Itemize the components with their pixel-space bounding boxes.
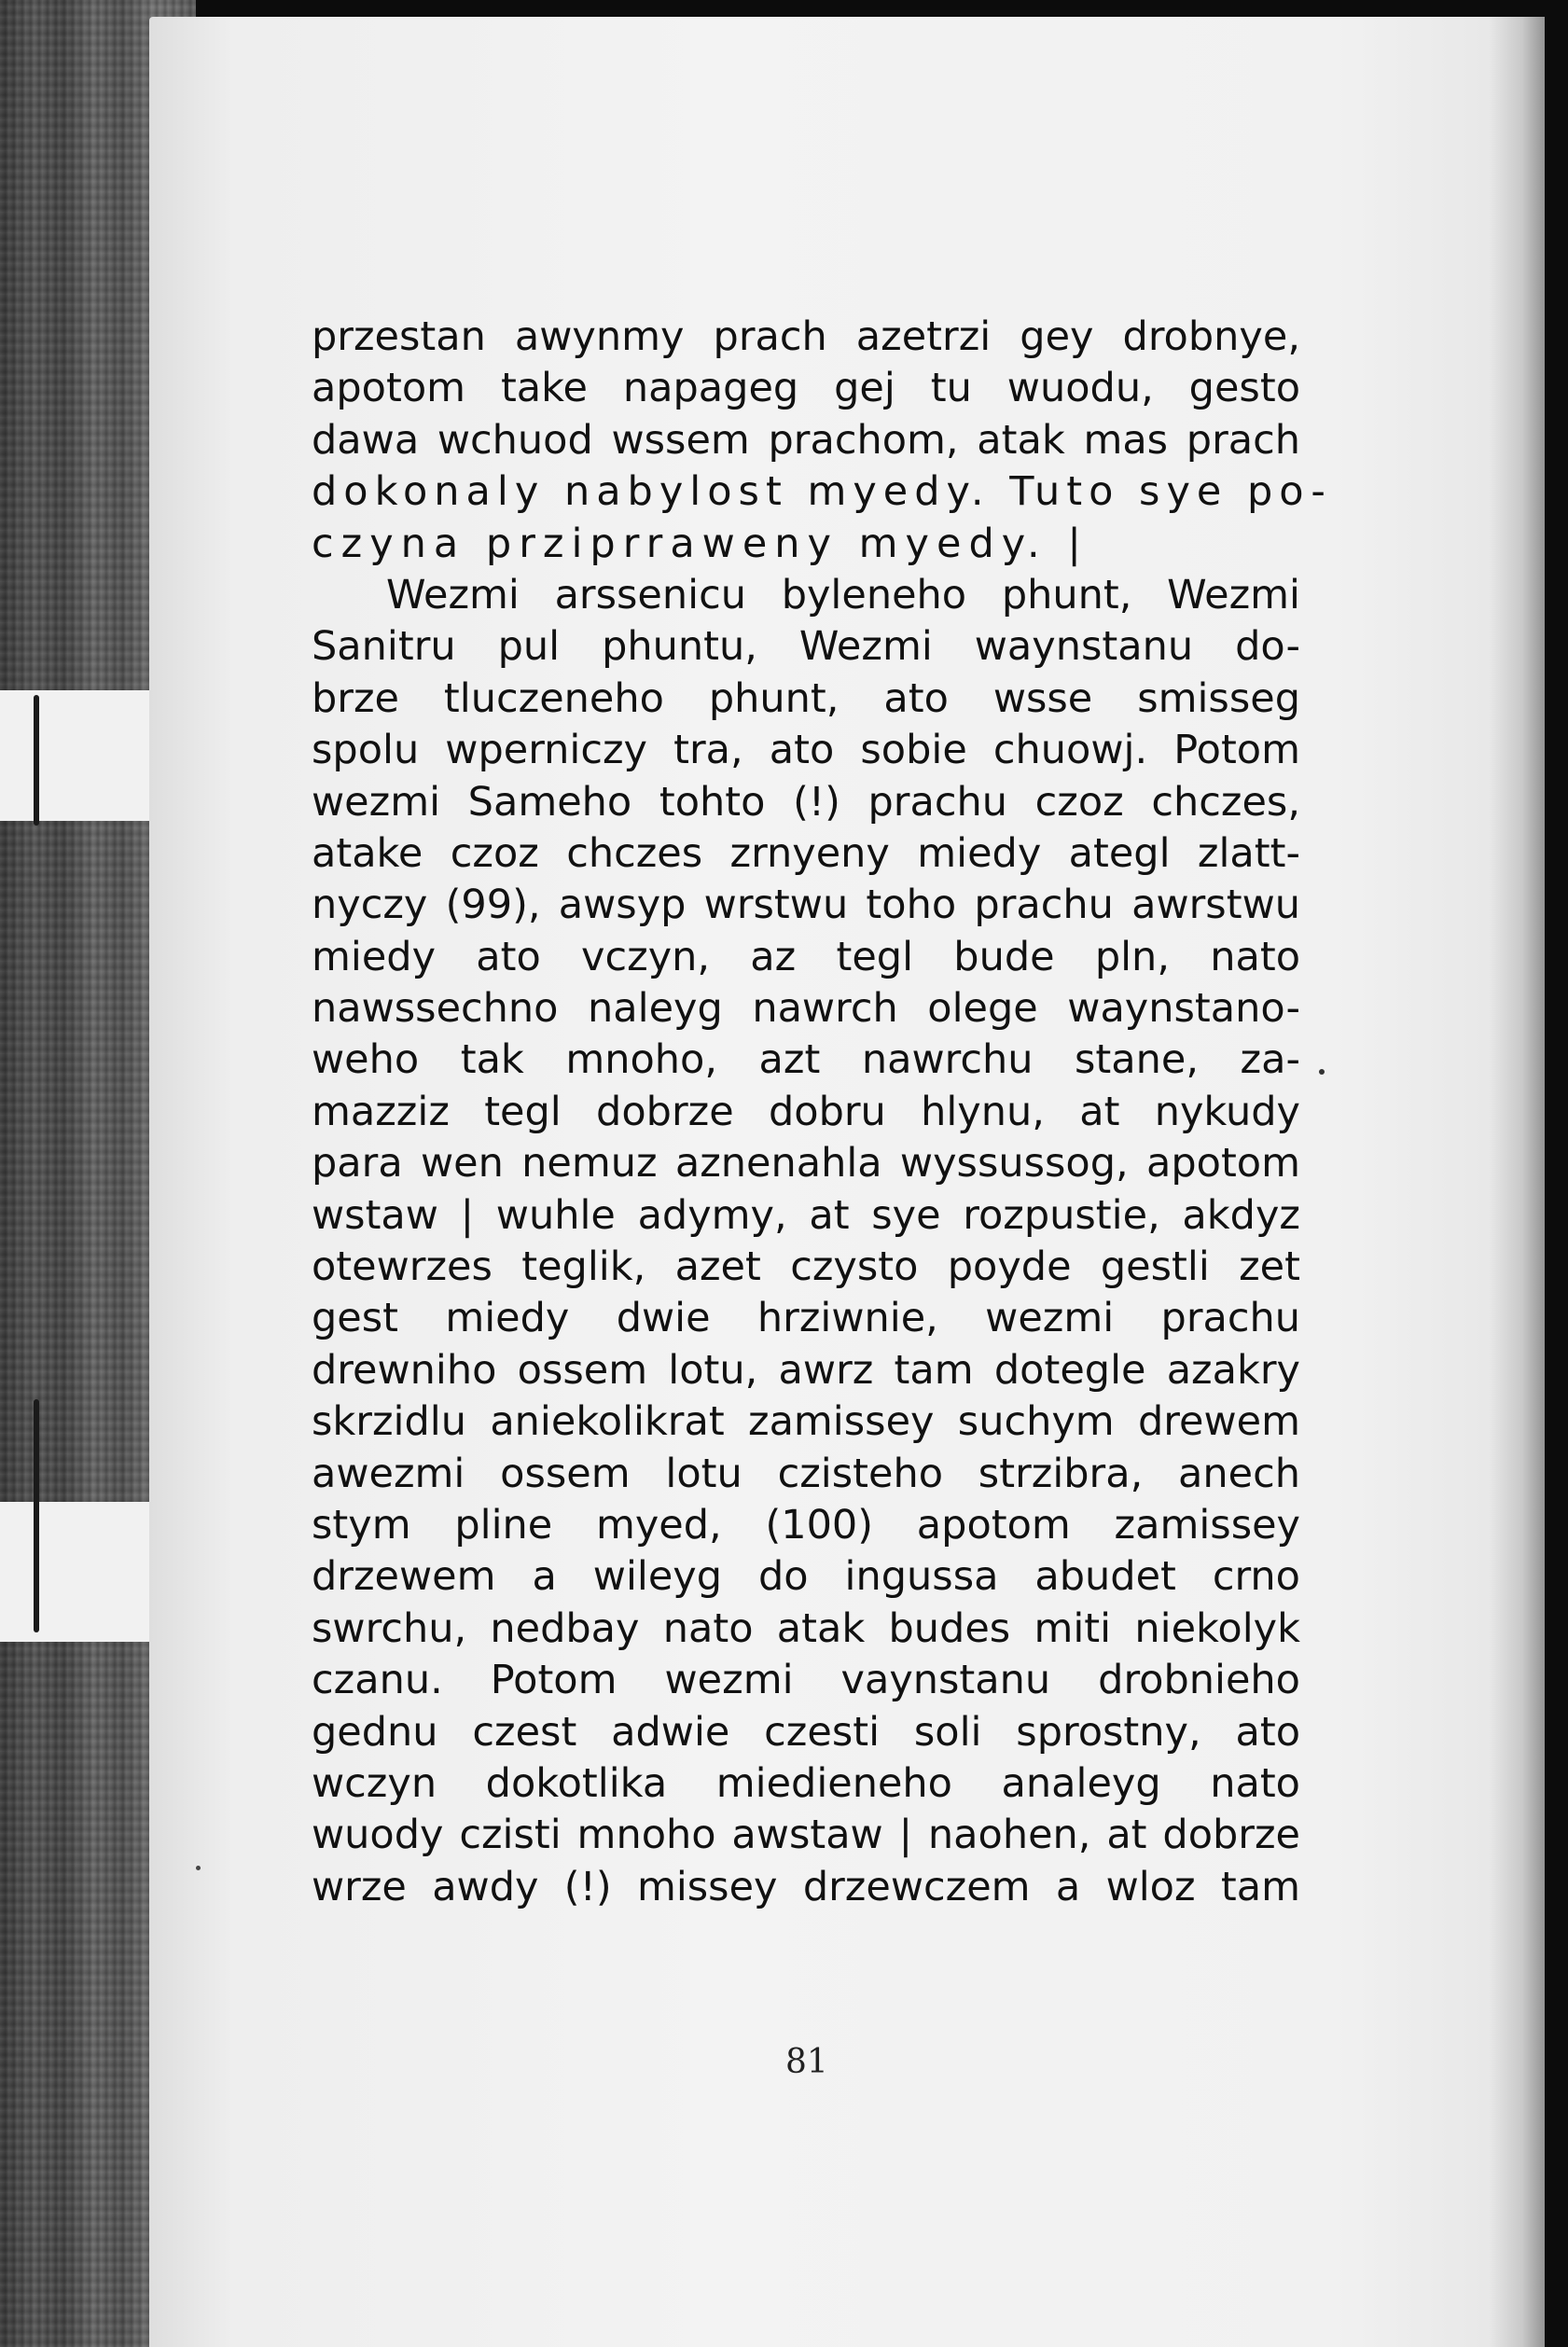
text-line: przestan awynmy prach azetrzi gey drobnye, [312, 313, 1300, 360]
page-number: 81 [785, 2043, 828, 2081]
text-line: Sanitru pul phuntu, Wezmi waynstanu do- [312, 623, 1300, 671]
binding-tab-mark [34, 695, 39, 826]
text-line: spolu wperniczy tra, ato sobie chuowj. Potom [312, 727, 1300, 774]
text-line: drzewem a wileyg do ingussa abudet crno [312, 1553, 1300, 1601]
text-line: wstaw | wuhle adymy, at sye rozpustie, akdyz [312, 1191, 1300, 1239]
text-line: nyczy (99), awsyp wrstwu toho prachu awrstwu [312, 882, 1300, 929]
text-line: Wezmi arssenicu byleneho phunt, Wezmi [386, 571, 1300, 618]
text-line: czanu. Potom wezmi vaynstanu drobnieho [312, 1657, 1300, 1704]
text-line: wrze awdy (!) missey drzewczem a wloz tam [312, 1863, 1300, 1910]
text-line: weho tak mnoho, azt nawrchu stane, za- [312, 1036, 1300, 1084]
text-line: brze tluczeneho phunt, ato wsse smisseg [312, 674, 1300, 722]
binding-tab-mark [34, 1399, 39, 1632]
text-line: atake czoz chczes zrnyeny miedy ategl zlatt- [312, 829, 1300, 877]
text-line: gest miedy dwie hrziwnie, wezmi prachu [312, 1295, 1300, 1342]
text-line: awezmi ossem lotu czisteho strzibra, anech [312, 1450, 1300, 1497]
text-line: wczyn dokotlika miedieneho analeyg nato [312, 1759, 1300, 1807]
page-edge-shadow [1489, 17, 1545, 2347]
body-text [312, 312, 1332, 1913]
margin-mark [1319, 1069, 1325, 1075]
text-line: dawa wchuod wssem prachom, atak mas prach [312, 416, 1300, 464]
text-line: gednu czest adwie czesti soli sprostny, ato [312, 1708, 1300, 1756]
text-line: mazziz tegl dobrze dobru hlynu, at nykudy [312, 1088, 1300, 1135]
text-line: stym pline myed, (100) apotom zamissey [312, 1501, 1300, 1548]
text-line: dokonaly nabylost myedy. Tuto sye po- [312, 468, 1332, 516]
text-line: swrchu, nedbay nato atak budes miti niekolyk [312, 1604, 1300, 1652]
text-line: nawssechno naleyg nawrch olege waynstano- [312, 985, 1300, 1033]
text-line: wuody czisti mnoho awstaw | naohen, at dobrze [312, 1812, 1300, 1859]
text-line: miedy ato vczyn, az tegl bude pln, nato [312, 933, 1300, 980]
text-line: para wen nemuz aznenahla wyssussog, apotom [312, 1140, 1300, 1187]
text-line: czyna prziprraweny myedy. | [312, 520, 1089, 567]
text-line: apotom take napageg gej tu wuodu, gesto [312, 365, 1300, 412]
text-line: skrzidlu aniekolikrat zamissey suchym drewem [312, 1398, 1300, 1446]
text-line: drewniho ossem lotu, awrz tam dotegle azakry [312, 1346, 1300, 1394]
stray-mark [196, 1866, 201, 1870]
text-line: wezmi Sameho tohto (!) prachu czoz chczes, [312, 778, 1300, 826]
text-line: otewrzes teglik, azet czysto poyde gestli zet [312, 1243, 1300, 1291]
